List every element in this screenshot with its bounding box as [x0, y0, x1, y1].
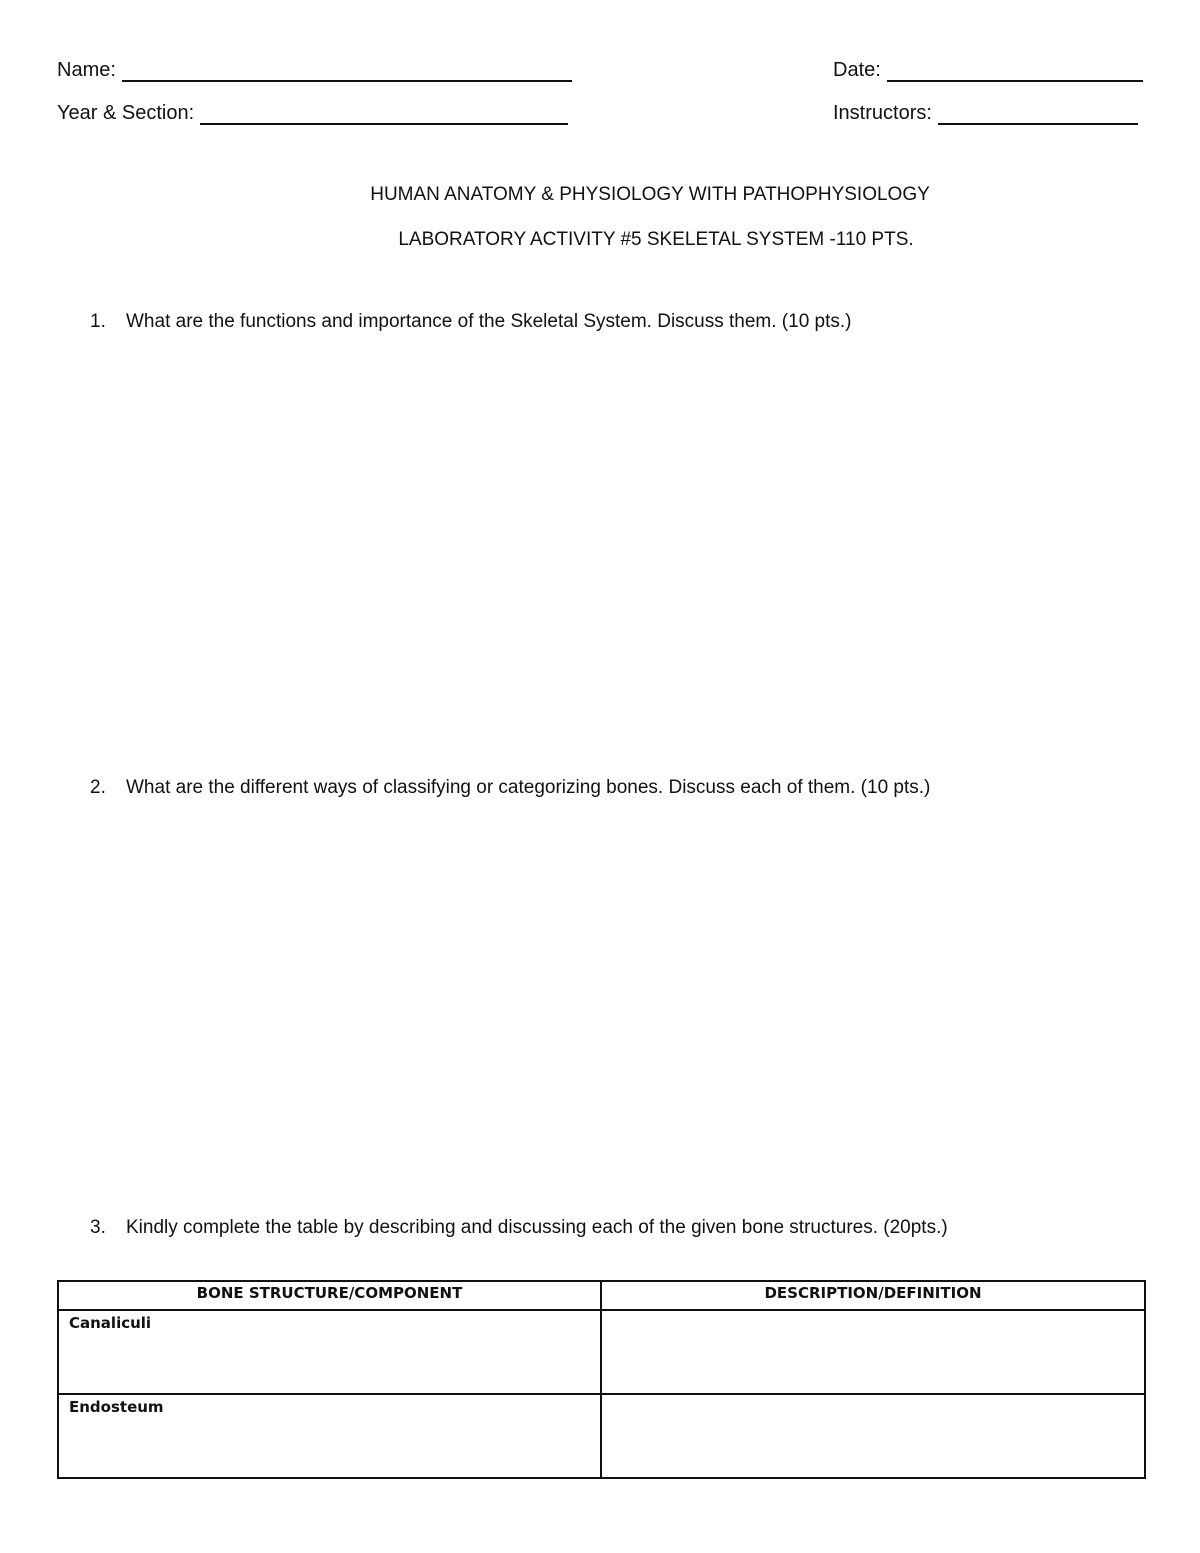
- year-section-blank-line[interactable]: [200, 105, 568, 125]
- name-field[interactable]: [57, 58, 572, 82]
- instructors-label: Instructors:: [833, 102, 932, 124]
- bone-structure-table: [57, 1280, 1146, 1479]
- structure-cell: Canaliculi: [58, 1310, 601, 1394]
- question-number: 3.: [90, 1217, 106, 1238]
- description-cell[interactable]: [601, 1310, 1145, 1394]
- question-text: Kindly complete the table by describing and discussing each of the given bone structures. (20pts.): [126, 1217, 948, 1238]
- question-text: What are the different ways of classifying or categorizing bones. Discuss each of them. (10 pts.): [126, 777, 931, 798]
- question-number: 1.: [90, 311, 106, 332]
- date-label: Date:: [833, 59, 881, 81]
- table-row: [58, 1310, 1145, 1394]
- question-text: What are the functions and importance of the Skeletal System. Discuss them. (10 pts.): [126, 311, 852, 332]
- column-header-structure: BONE STRUCTURE/COMPONENT: [58, 1281, 601, 1310]
- date-field[interactable]: [833, 58, 1143, 82]
- question-number: 2.: [90, 777, 106, 798]
- activity-title: LABORATORY ACTIVITY #5 SKELETAL SYSTEM -110 PTS.: [398, 229, 914, 250]
- year-section-field[interactable]: [57, 101, 568, 125]
- table-row: [58, 1394, 1145, 1478]
- course-title: HUMAN ANATOMY & PHYSIOLOGY WITH PATHOPHYSIOLOGY: [370, 184, 930, 205]
- structure-cell: Endosteum: [58, 1394, 601, 1478]
- question-2: [90, 776, 930, 800]
- name-label: Name:: [57, 59, 116, 81]
- column-header-description: DESCRIPTION/DEFINITION: [601, 1281, 1145, 1310]
- question-1: [90, 310, 852, 334]
- instructors-blank-line[interactable]: [938, 105, 1138, 125]
- instructors-field[interactable]: [833, 101, 1138, 125]
- date-blank-line[interactable]: [887, 62, 1143, 82]
- description-cell[interactable]: [601, 1394, 1145, 1478]
- question-3: [90, 1216, 948, 1240]
- name-blank-line[interactable]: [122, 62, 572, 82]
- year-section-label: Year & Section:: [57, 102, 195, 124]
- table-header-row: [58, 1281, 1145, 1310]
